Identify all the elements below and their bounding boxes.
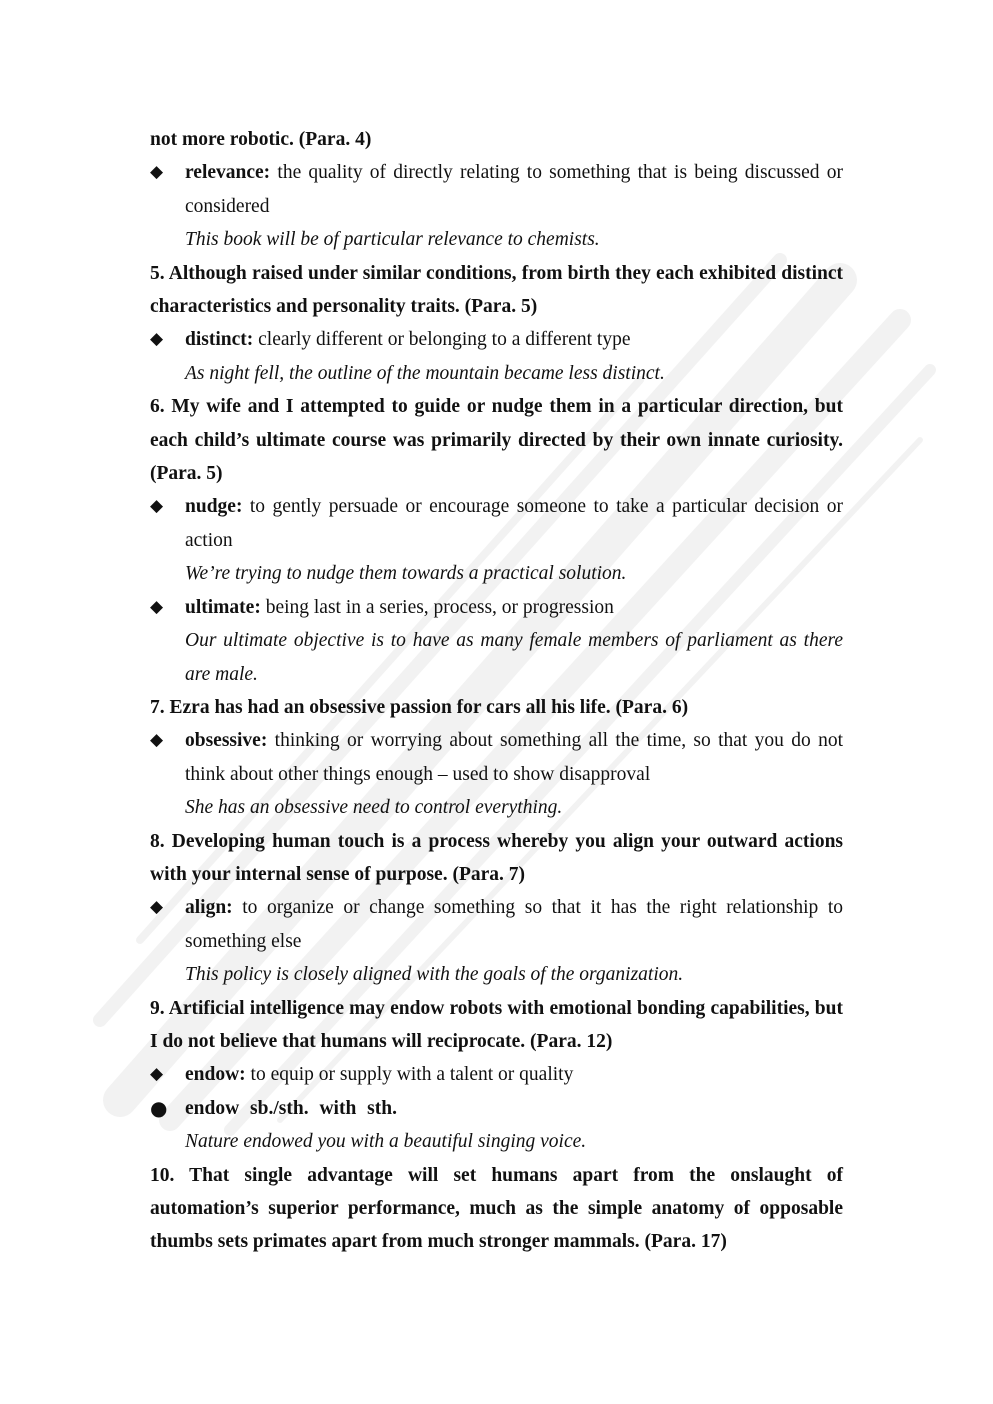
diamond-bullet-icon: ◆ <box>150 162 164 183</box>
document-content <box>150 123 843 1259</box>
vocab-entry-align <box>150 891 843 958</box>
vocab-entry-distinct <box>150 323 843 356</box>
sentence-heading-6: 6. My wife and I attempted to guide or nudge them in a particular direction, but each child’s ultimate course was primarily directed by their own innate curiosity. (Para. 5) <box>150 396 843 485</box>
vocab-definition: clearly different or belonging to a different type <box>253 329 631 351</box>
example-sentence: Our ultimate objective is to have as many female members of parliament as there are male. <box>185 630 843 685</box>
vocab-term: ultimate: <box>185 596 261 618</box>
phrase-text: endow sb./sth. with sth. <box>185 1097 397 1119</box>
vocab-term: endow: <box>185 1064 246 1086</box>
diamond-bullet-icon: ◆ <box>150 329 164 350</box>
sentence-heading-10: 10. That single advantage will set humans apart from the onslaught of automation’s superior performance, much as the simple anatomy of opposable thumbs sets primates apart from much stronger mammals. (Para. 17) <box>150 1164 843 1253</box>
diamond-bullet-icon: ◆ <box>150 596 164 617</box>
vocab-term: obsessive: <box>185 730 268 752</box>
vocab-term: nudge: <box>185 496 243 518</box>
example-sentence: She has an obsessive need to control everything. <box>185 797 563 819</box>
vocab-entry-obsessive <box>150 724 843 791</box>
diamond-bullet-icon: ◆ <box>150 730 164 751</box>
phrase-entry-endow-with <box>150 1092 843 1125</box>
sentence-heading-9: 9. Artificial intelligence may endow robots with emotional bonding capabilities, but I do not believe that humans will reciprocate. (Para. 12) <box>150 997 843 1052</box>
dot-bullet-icon: ● <box>150 1095 168 1120</box>
example-sentence: This policy is closely aligned with the goals of the organization. <box>185 964 684 986</box>
sentence-heading-5: 5. Although raised under similar conditions, from birth they each exhibited distinct characteristics and personality traits. (Para. 5) <box>150 262 843 318</box>
diamond-bullet-icon: ◆ <box>150 897 164 918</box>
vocab-entry-nudge <box>150 490 843 557</box>
vocab-definition: to equip or supply with a talent or quality <box>245 1064 574 1086</box>
vocab-term: distinct: <box>185 329 254 351</box>
vocab-definition: the quality of directly relating to something that is being discussed or considered <box>185 162 843 217</box>
example-sentence: We’re trying to nudge them towards a practical solution. <box>185 563 627 585</box>
vocab-definition: to organize or change something so that it has the right relationship to something else <box>185 897 843 952</box>
diamond-bullet-icon: ◆ <box>150 1064 164 1085</box>
vocab-definition: to gently persuade or encourage someone to take a particular decision or action <box>185 496 843 551</box>
vocab-entry-endow <box>150 1058 843 1091</box>
vocab-entry-ultimate <box>150 591 843 624</box>
vocab-definition: being last in a series, process, or progression <box>260 596 614 618</box>
vocab-term: align: <box>185 897 233 919</box>
example-sentence: Nature endowed you with a beautiful singing voice. <box>185 1131 587 1153</box>
vocab-entry-relevance <box>150 156 843 223</box>
example-sentence: This book will be of particular relevance to chemists. <box>185 229 600 251</box>
sentence-heading-8: 8. Developing human touch is a process whereby you align your outward actions with your internal sense of purpose. (Para. 7) <box>150 830 843 885</box>
vocab-definition: thinking or worrying about something all the time, so that you do not think about other things enough – used to show disapproval <box>185 730 843 785</box>
example-sentence: As night fell, the outline of the mountain became less distinct. <box>185 362 665 384</box>
diamond-bullet-icon: ◆ <box>150 496 164 517</box>
sentence-heading-7: 7. Ezra has had an obsessive passion for cars all his life. (Para. 6) <box>150 696 689 718</box>
vocab-term: relevance: <box>185 162 271 184</box>
sentence-heading-para4: not more robotic. (Para. 4) <box>150 129 372 150</box>
